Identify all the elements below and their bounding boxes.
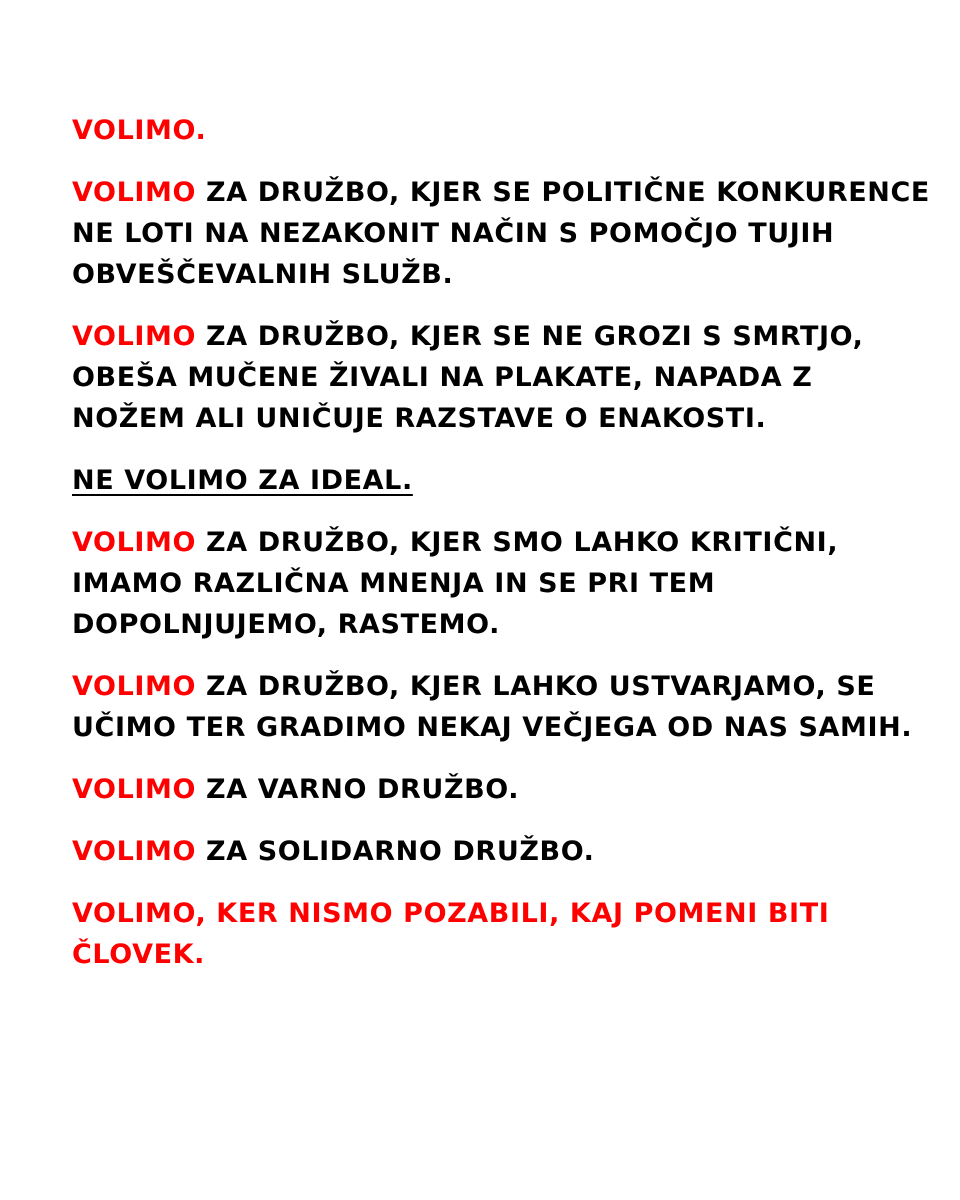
paragraph-solidarity [72,831,932,872]
paragraph-body: NE VOLIMO ZA IDEAL. [72,465,413,496]
paragraph-body: ZA DRUŽBO, KJER SE POLITIČNE KONKURENCE NE LOTI NA NEZAKONIT NAČIN S POMOČJO TUJIH OBVEŠČEVALNIH SLUŽB. [72,177,930,290]
paragraph-intro [72,110,932,151]
paragraph-body: ZA DRUŽBO, KJER SE NE GROZI S SMRTJO, OBEŠA MUČENE ŽIVALI NA PLAKATE, NAPADA Z NOŽEM ALI UNIČUJE RAZSTAVE O ENAKOSTI. [72,321,864,434]
paragraph-lead: VOLIMO [72,527,197,558]
paragraph-threats [72,316,932,439]
paragraph-body: ZA VARNO DRUŽBO. [196,774,520,805]
paragraph-closing [72,893,932,975]
paragraph-intelligence [72,172,932,295]
paragraph-body: ZA DRUŽBO, KJER SMO LAHKO KRITIČNI, IMAMO RAZLIČNA MNENJA IN SE PRI TEM DOPOLNJUJEMO, RASTEMO. [72,527,839,640]
paragraph-lead: VOLIMO [72,177,197,208]
paragraph-create [72,666,932,748]
paragraph-body: ZA SOLIDARNO DRUŽBO. [196,836,595,867]
paragraph-lead: VOLIMO [72,321,197,352]
paragraph-lead: VOLIMO [72,836,197,867]
paragraph-lead: VOLIMO [72,774,197,805]
paragraph-critical [72,522,932,645]
paragraph-not-ideal [72,460,932,501]
manifesto-text [72,110,932,996]
paragraph-lead: VOLIMO [72,671,197,702]
paragraph-lead: VOLIMO. [72,115,207,146]
paragraph-body: ZA DRUŽBO, KJER LAHKO USTVARJAMO, SE UČIMO TER GRADIMO NEKAJ VEČJEGA OD NAS SAMIH. [72,671,913,743]
paragraph-body: VOLIMO, KER NISMO POZABILI, KAJ POMENI BITI ČLOVEK. [72,898,830,970]
paragraph-safe [72,769,932,810]
